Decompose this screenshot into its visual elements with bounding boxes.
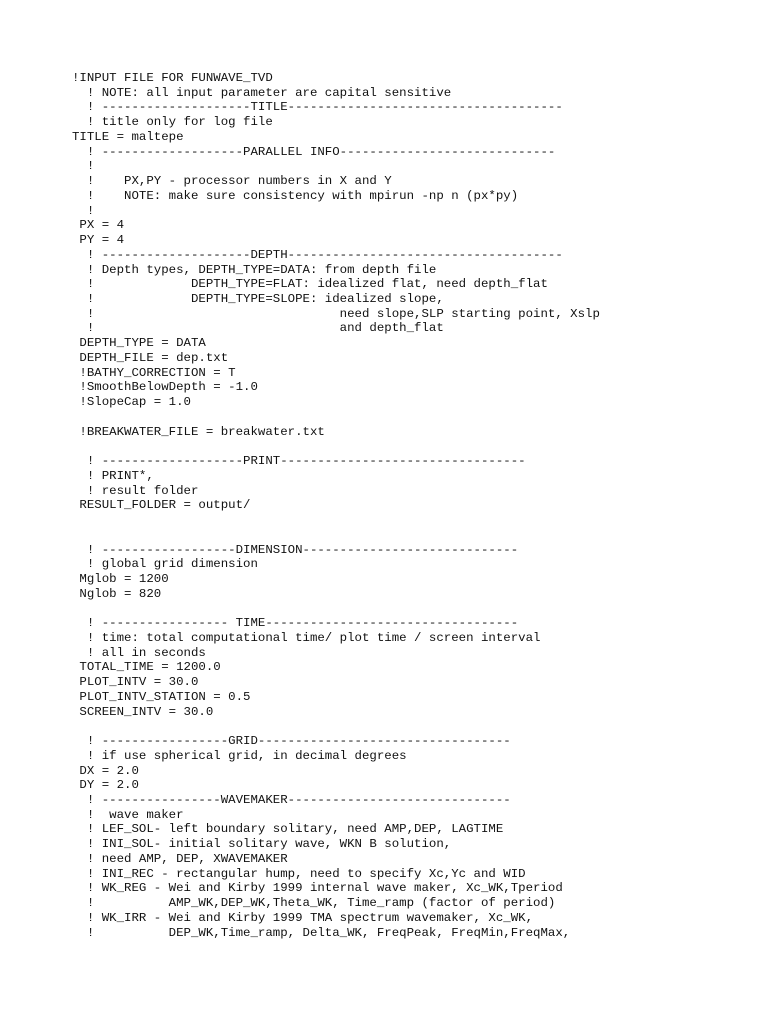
code-line <box>72 410 600 425</box>
code-line: ! ----------------WAVEMAKER------------------------------ <box>72 792 511 807</box>
code-line: ! INI_REC - rectangular hump, need to specify Xc,Yc and WID <box>72 866 526 881</box>
code-line <box>72 439 600 454</box>
code-line: ! result folder <box>72 483 199 498</box>
code-line: ! ----------------- TIME---------------------------------- <box>72 616 519 631</box>
code-line: !BREAKWATER_FILE = breakwater.txt <box>72 424 325 439</box>
code-line: ! time: total computational time/ plot time / screen interval <box>72 630 541 645</box>
code-line: ! PX,PY - processor numbers in X and Y <box>72 174 392 189</box>
code-line: ! need AMP, DEP, XWAVEMAKER <box>72 851 288 866</box>
code-line: !SlopeCap = 1.0 <box>72 395 191 410</box>
code-line: ! ------------------DIMENSION----------------------------- <box>72 542 519 557</box>
code-line: DEPTH_FILE = dep.txt <box>72 350 229 365</box>
code-line <box>72 601 600 616</box>
code-line <box>72 528 600 543</box>
code-line: ! WK_REG - Wei and Kirby 1999 internal wave maker, Xc_WK,Tperiod <box>72 881 563 896</box>
code-line <box>72 513 600 528</box>
code-line: DX = 2.0 <box>72 763 139 778</box>
code-line: ! LEF_SOL- left boundary solitary, need AMP,DEP, LAGTIME <box>72 822 504 837</box>
code-line: ! --------------------DEPTH------------------------------------- <box>72 247 563 262</box>
code-line: ! WK_IRR - Wei and Kirby 1999 TMA spectrum wavemaker, Xc_WK, <box>72 910 534 925</box>
code-line: ! -------------------PARALLEL INFO----------------------------- <box>72 144 556 159</box>
input-file-text <box>72 71 600 940</box>
code-line: ! all in seconds <box>72 645 206 660</box>
code-line: Mglob = 1200 <box>72 571 169 586</box>
code-line: PLOT_INTV = 30.0 <box>72 675 199 690</box>
code-line: TITLE = maltepe <box>72 129 184 144</box>
code-line: ! <box>72 159 95 174</box>
code-line: !SmoothBelowDepth = -1.0 <box>72 380 258 395</box>
code-line: ! AMP_WK,DEP_WK,Theta_WK, Time_ramp (factor of period) <box>72 896 556 911</box>
code-line: ! DEPTH_TYPE=SLOPE: idealized slope, <box>72 292 444 307</box>
code-line: ! NOTE: make sure consistency with mpirun -np n (px*py) <box>72 188 519 203</box>
code-line: ! PRINT*, <box>72 468 154 483</box>
code-line: ! title only for log file <box>72 115 273 130</box>
code-line: RESULT_FOLDER = output/ <box>72 498 251 513</box>
code-line: Nglob = 820 <box>72 586 162 601</box>
code-line <box>72 719 600 734</box>
code-line: ! global grid dimension <box>72 557 258 572</box>
code-line: !INPUT FILE FOR FUNWAVE_TVD <box>72 71 273 85</box>
code-line: ! DEP_WK,Time_ramp, Delta_WK, FreqPeak, FreqMin,FreqMax, <box>72 925 571 940</box>
code-line: ! need slope,SLP starting point, Xslp <box>72 306 600 321</box>
code-line: SCREEN_INTV = 30.0 <box>72 704 214 719</box>
code-line: !BATHY_CORRECTION = T <box>72 365 236 380</box>
code-line: DEPTH_TYPE = DATA <box>72 336 206 351</box>
code-line: ! -------------------PRINT--------------------------------- <box>72 454 526 469</box>
code-line: ! NOTE: all input parameter are capital sensitive <box>72 85 452 100</box>
code-line: ! and depth_flat <box>72 321 444 336</box>
code-line: ! <box>72 203 95 218</box>
code-line: ! DEPTH_TYPE=FLAT: idealized flat, need depth_flat <box>72 277 548 292</box>
code-line: DY = 2.0 <box>72 778 139 793</box>
code-line: ! if use spherical grid, in decimal degrees <box>72 748 407 763</box>
code-line: ! INI_SOL- initial solitary wave, WKN B solution, <box>72 837 452 852</box>
code-line: ! wave maker <box>72 807 184 822</box>
code-line: ! Depth types, DEPTH_TYPE=DATA: from depth file <box>72 262 437 277</box>
code-line: PX = 4 <box>72 218 125 233</box>
code-line: PLOT_INTV_STATION = 0.5 <box>72 689 251 704</box>
code-line: ! --------------------TITLE------------------------------------- <box>72 100 563 115</box>
code-line: TOTAL_TIME = 1200.0 <box>72 660 221 675</box>
code-line: PY = 4 <box>72 233 125 248</box>
code-line: ! -----------------GRID---------------------------------- <box>72 734 511 749</box>
